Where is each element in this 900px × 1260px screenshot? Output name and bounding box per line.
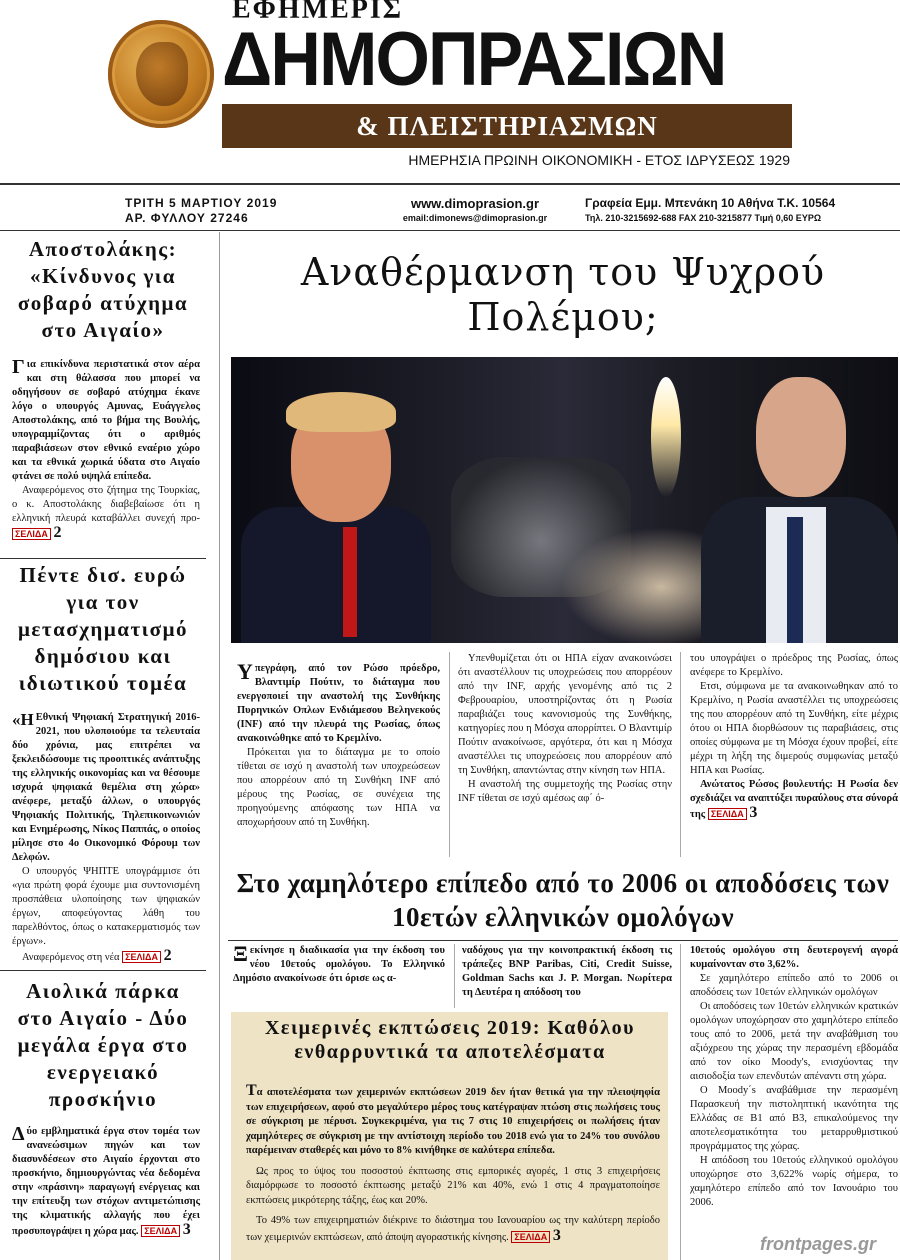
bonds-headline[interactable]: Στο χαμηλότερο επίπεδο από το 2006 οι αποδόσεις των 10ετών ελληνικών ομολόγων [236,868,890,932]
email-link[interactable]: email:dimonews@dimoprasion.gr [402,213,548,223]
article-lead: πεγράφη, από τον Ρώσο πρόεδρο, Βλαντιμίρ Πούτιν, το διάταγμα που ενεργοποιεί την αναστολή της Συνθήκης Πυρηνικών Οπλων Ενδιάμεσου Βεληνεκούς (INF) από την πλευρά της Ρωσίας, όπως ανακοινώθηκε από το Κρεμλίνο. [237,663,440,744]
office-phones: Τηλ. 210-3215692-688 FAX 210-3215877 Τιμή 0,60 ΕΥΡΩ [585,213,822,223]
article-title[interactable]: Αποστολάκης: «Κίνδυνος για σοβαρό ατύχημα στο Αιγαίο» [17,237,189,342]
office-address: Γραφεία Εμμ. Μπενάκη 10 Αθήνα Τ.Κ. 10564 [585,196,836,210]
article-text: Υπενθυμίζεται ότι οι ΗΠΑ είχαν ανακοινώσει ότι αναστέλλουν τις υποχρεώσεις που απορρέουν από την INF, αρχής γενομένης από τις 2 Φεβρουαρίου, υποστηρίζοντας ότι η Ρωσία παραβιάζει τους κανονισμούς της Συνθήκης, κατηγορίες που η Μόσχα απορρίπτει. Ο Βλαντιμίρ Πούτιν ανακοίνωσε, αργότερα, ότι και η Μόσχα αναστέλλει τις υποχρεώσεις που απορρέουν από τη Συνθήκη, απαντώντας στην κίνηση των ΗΠΑ. [458,653,672,776]
article-digital[interactable] [0,562,206,965]
issue-number: ΑΡ. ΦΥΛΛΟΥ 27246 [125,211,249,225]
drop-cap: Γ [12,356,25,378]
drop-cap: Υ [237,659,253,684]
article-text: Αναφερόμενος στο ζήτημα της Τουρκίας, ο κ. Αποστολάκης διαβεβαίωσε ότι η ελληνική πλευρά καταβάλλει συνεχή προ- [12,485,200,524]
drop-cap: «Η [12,710,34,729]
drop-cap: Ξ [233,941,248,966]
page-number: 2 [53,524,62,541]
main-article-col1 [237,659,440,830]
contact-web [400,196,550,226]
main-photo [231,357,898,643]
article-lead: 10ετούς ομολόγου στη δευτερογενή αγορά κυμαίνονταν στο 3,62%. [690,945,898,970]
sales-headline[interactable]: Χειμερινές εκπτώσεις 2019: Καθόλου ενθαρρυντικά τα αποτελέσματα [264,1017,636,1063]
article-apostolakis[interactable] [0,236,206,542]
article-text: του υπογράψει ο πρόεδρος της Ρωσίας, όπως ανέφερε το Κρεμλίνο. [690,653,898,678]
drop-cap: Δ [12,1123,25,1145]
page-number: 2 [163,947,172,964]
column-divider [219,232,220,1260]
article-lead: α αποτελέσματα των χειμερινών εκπτώσεων 2019 δεν ήταν θετικά για την πλειοψηφία των επιχειρήσεων, αφού στο μεγαλύτερο μέρος τους κατέγραψαν πτώση στις πωλήσεις τους σε σύγκριση με πέρυσι. Συγκεκριμένα, για τις 7 στις 10 επιχειρήσεις οι πωλήσεις ήταν χαμηλότερες σε σύγκριση με την αντίστοιχη περίοδο του 2018 ενώ για το 24% του συνόλου παρέμειναν σταθερές και μόνο το 8% κινήθηκε σε καλύτερα επίπεδα. [246,1087,660,1156]
website-link[interactable]: www.dimoprasion.gr [410,196,540,211]
article-text: Οι αποδόσεις των 10ετών ελληνικών κρατικών ομολόγων υποχώρησαν στο χαμηλότερο επίπεδο τους από το 2006, μετά την αναβάθμιση του αξιόχρεου της χώρας την περασμένη εβδομάδα από τον οίκο Moody's, ενισχύοντας την αισιοδοξία των επενδυτών απέναντι στη χώρα. [690,1001,898,1082]
page-number: 3 [749,804,758,821]
issue-info [125,196,277,226]
main-article-col2 [458,652,672,806]
article-text: Η αναστολή της συμμετοχής της Ρωσίας στην INF τίθεται σε ισχύ αμέσως αφ΄ ό- [458,779,672,804]
drop-cap: Τ [246,1082,257,1099]
article-text: Η απόδοση του 10ετούς ελληνικού ομολόγου υποχώρησε στο 3,622% νωρίς σήμερα, το χαμηλότερο επίπεδο από τον Ιανουάριο του 2006. [690,1155,898,1208]
issue-date: ΤΡΙΤΗ 5 ΜΑΡΤΙΟΥ 2019 [125,196,278,210]
masthead-title: ΔΗΜΟΠΡΑΣΙΩΝ [222,17,726,102]
divider [228,940,898,941]
divider [0,183,900,185]
bonds-col2 [462,944,672,1000]
see-page-icon[interactable]: ΣΕΛΙΔΑ [511,1231,550,1243]
article-text: Σε χαμηλότερο επίπεδο από το 2006 οι αποδόσεις των 10ετών ελληνικών ομολόγων [690,973,898,998]
article-wind-parks[interactable] [0,978,206,1239]
office-info [585,196,895,226]
bonds-col1 [233,941,445,986]
article-text: Αναφερόμενος στη νέα [22,952,120,963]
article-title[interactable]: Αιολικά πάρκα στο Αιγαίο - Δύο μεγάλα έργα στο ενεργειακό προσκήνιο [17,979,189,1111]
article-title[interactable]: Πέντε δισ. ευρώ για τον μετασχηματισμό δημόσιου και ιδιωτικού τομέα [18,563,188,695]
column-divider [454,944,455,1008]
see-page-icon[interactable]: ΣΕΛΙΔΑ [708,808,747,820]
article-text: Πρόκειται για το διάταγμα με το οποίο τίθεται σε ισχύ η αναστολή των υποχρεώσεων που απορρέουν από τη Συνθήκη INF από μέρους της Ρωσίας, σε συνέχεια της προηγούμενης απόφασης των ΗΠΑ να αποχωρήσουν από τη Συνθήκη. [237,747,440,828]
main-headline[interactable]: Αναθέρμανση του Ψυχρού Πολέμου; [300,250,826,339]
article-lead: ύο εμβληματικά έργα στον τομέα των ανανεώσιμων πηγών και των διασυνδέσεων στο Αιγαίο έρχονται στο προσκήνιο, δημιουργώντας νέα δεδομένα στην «πράσινη» παραγωγή ενέργειας και την επίτευξη των στόχων αντιμετώπισης της κλιματικής αλλαγής που έχει προσυπογράψει η χώρα μας. [12,1126,200,1237]
masthead-top: ΕΦΗΜΕΡΙΣ [232,0,404,25]
page-number: 3 [182,1221,191,1238]
see-page-icon[interactable]: ΣΕΛΙΔΑ [12,528,51,540]
divider [0,230,900,231]
article-text: Ο Moody΄s αναβάθμισε την περασμένη Παρασκευή την πιστοληπτική ικανότητα της Ελλάδας σε Β1 από Β3, επικαλούμενος την αποτελεσματικότητα του μεταρρυθμιστικού προγράμματος της χώρας. [690,1085,898,1152]
see-page-icon[interactable]: ΣΕΛΙΔΑ [141,1225,180,1237]
newspaper-logo-coin [108,20,214,128]
divider [0,558,206,559]
watermark: frontpages.gr [760,1234,877,1254]
article-lead: εκίνησε η διαδικασία για την έκδοση του νέου 10ετούς ομολόγου. Το Ελληνικό Δημόσιο ανακοίνωσε ότι όρισε ως α- [233,945,445,984]
column-divider [449,652,450,857]
article-text: Ετσι, σύμφωνα με τα ανακοινωθηκαν από το Κρεμλίνο, η Ρωσία αναστέλλει τις υποχρεώσεις της που απορρέουν από τη Συνθήκη, είτε μέχρις ότου οι ΗΠΑ διορθώσουν τις παραβιάσεις, στις οποίες σύμφωνα με τη Μόσχα έχουν προβεί, είτε μέχρι τη λήξη της διμερούς συμφωνίας μεταξύ ΗΠΑ και Ρωσίας. [690,681,898,776]
masthead-subtitle: & ΠΛΕΙΣΤΗΡΙΑΣΜΩΝ [222,104,792,148]
article-body [0,711,206,965]
article-subhead: Ανώτατος Ρώσος βουλευτής: Η Ρωσία δεν σχεδιάζει να αναπτύξει πυραύλους στα σύνορά της [690,779,898,820]
main-article-col3 [690,652,898,822]
column-divider [680,652,681,857]
article-text: Το 49% των επιχειρηματιών διέκρινε το διάστημα του Ιανουαρίου ως την καλύτερη περίοδο των χειμερινών εκπτώσεων, από άποψη αγοραστικής κίνησης. [246,1215,660,1243]
article-text: Ως προς το ύψος του ποσοστού έκπτωσης στις εμπορικές αγορές, 1 στις 3 επιχειρήσεις διαμόρφωσε το ποσοστό έκπτωσης μεταξύ 21% και 40%, ενώ 1 στις 4 πραγματοποίησε εκπτώσεις μικρότερης τάξης, έως και 20%. [246,1165,660,1206]
article-lead: ια επικίνδυνα περιστατικά στον αέρα και στη θάλασσα που μπορεί να οδηγήσουν σε σοβαρό ατύχημα έκανε λόγο ο υπουργός Αμυνας, Ευάγγελος Αποστολάκης, από το βήμα της Βουλής, υπογραμμίζοντας ότι ο αριθμός παραβιάσεων στον εθνικό εναέριο χώρο και τα εθνικά χωρικά ύδατα στο Αιγαίο φτάνει σε πολύ υψηλά επίπεδα. [12,359,200,482]
sales-body [246,1084,660,1245]
article-body [0,1125,206,1239]
see-page-icon[interactable]: ΣΕΛΙΔΑ [122,951,161,963]
article-text: Ο υπουργός ΨΗΠΤΕ υπογράμμισε ότι «για πρώτη φορά έχουμε μια συντονισμένη προσπάθεια υλοποίησης των ψηφιακών έργων, αποφεύγοντας λάθη του παρελθόντος, όπως ο κατακερματισμός των έργων». [12,866,200,947]
page-number: 3 [552,1226,561,1244]
article-body [0,358,206,542]
column-divider [680,944,681,1260]
article-lead: Εθνική Ψηφιακή Στρατηγική 2016-2021, που υλοποιούμε τα τελευταία δύο χρόνια, μας επιτρέπει να ξεκλειδώσουμε τις προοπτικές ανάπτυξης της ελληνικής οικονομίας και να θέσουμε ισχυρά ψηφιακά θεμέλια στη χώρα» ανέφερε, μεταξύ άλλων, ο υπουργός Ψηφιακής Πολιτικής, Τηλεπικοινωνιών και Ενημέρωσης, Νίκος Παππάς, ο οποίος μίλησε στο 4ο Οικονομικό Φόρουμ των Δελφών. [12,712,200,863]
article-lead: ναδόχους για την κοινοπρακτική έκδοση τις τράπεζες BNP Paribas, Citi, Credit Suisse, Goldman Sachs και J. P. Morgan. Νωρίτερα τη Δευτέρα η απόδοση του [462,945,672,998]
masthead-tagline: ΗΜΕΡΗΣΙΑ ΠΡΩΙΝΗ ΟΙΚΟΝΟΜΙΚΗ - ΕΤΟΣ ΙΔΡΥΣΕΩΣ 1929 [408,152,790,168]
bonds-col3 [690,944,898,1210]
divider [0,970,206,971]
